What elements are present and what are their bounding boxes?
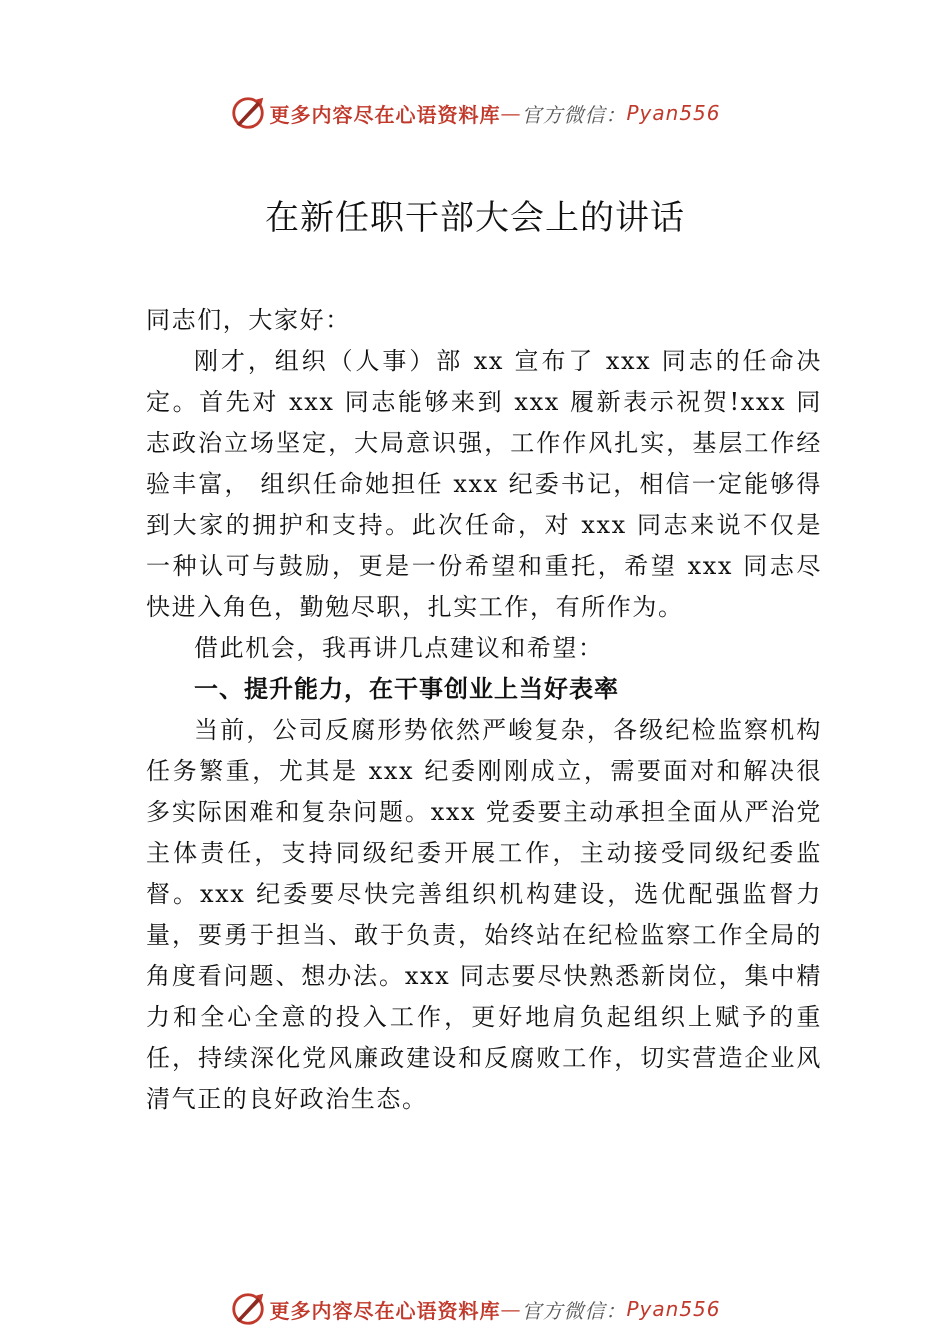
watermark-wechat-id: Pyan556 [626, 101, 721, 125]
quill-pen-logo-icon [229, 1290, 267, 1328]
watermark-header [0, 94, 950, 132]
watermark-brand: 更多内容尽在心语资料库 [269, 102, 501, 127]
paragraph-appointment: 刚才，组织（人事）部 xx 宣布了 xxx 同志的任命决定。首先对 xxx 同志能够来到 xxx 履新表示祝贺!xxx 同志政治立场坚定，大局意识强，工作作风扎实，基层工作经验丰富， 组织任命她担任 xxx 纪委书记，相信一定能够得到大家的拥护和支持。此次任命，对 xxx 同志来说不仅是一种认可与鼓励，更是一份希望和重托，希望 xxx 同志尽快进入角色，勤勉尽职，扎实工作，有所作为。 [146, 347, 822, 621]
watermark-separator: — [500, 1297, 522, 1321]
quill-pen-logo-icon [229, 94, 267, 132]
paragraph-intro: 借此机会，我再讲几点建议和希望： [194, 634, 604, 662]
watermark-wechat-id: Pyan556 [626, 1297, 721, 1321]
watermark-footer [0, 1290, 950, 1328]
section-heading: 一、提升能力，在干事创业上当好表率 [194, 675, 619, 703]
document-title: 在新任职干部大会上的讲话 [265, 198, 685, 238]
watermark-separator: — [500, 101, 522, 125]
watermark-wechat-label: 官方微信： [521, 1298, 627, 1323]
watermark-wechat-label: 官方微信： [521, 102, 627, 127]
watermark-brand: 更多内容尽在心语资料库 [269, 1298, 501, 1323]
salutation: 同志们，大家好： [146, 306, 351, 334]
section-paragraph: 当前，公司反腐形势依然严峻复杂，各级纪检监察机构任务繁重，尤其是 xxx 纪委刚刚成立，需要面对和解决很多实际困难和复杂问题。xxx 党委要主动承担全面从严治党主体责任，支持同级纪委开展工作，主动接受同级纪委监督。xxx 纪委要尽快完善组织机构建设，选优配强监督力量，要勇于担当、敢于负责，始终站在纪检监察工作全局的角度看问题、想办法。xxx 同志要尽快熟悉新岗位，集中精力和全心全意的投入工作，更好地肩负起组织上赋予的重任，持续深化党风廉政建设和反腐败工作，切实营造企业风清气正的良好政治生态。 [146, 716, 822, 1113]
document-body [146, 300, 822, 1120]
